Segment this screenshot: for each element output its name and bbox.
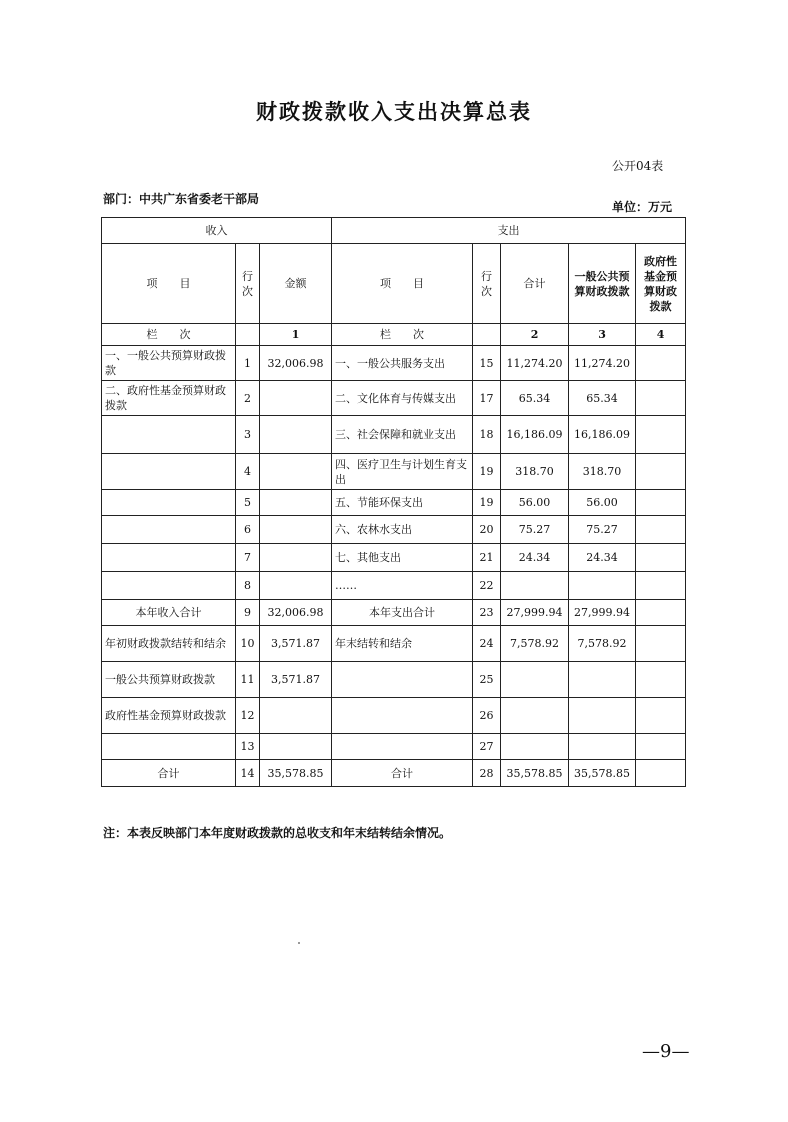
expense-total-cell: 75.27: [501, 516, 569, 544]
expense-general-cell: [569, 572, 636, 600]
expense-rowno-cell: 21: [473, 544, 501, 572]
page-title: 财政拨款收入支出决算总表: [256, 99, 532, 124]
income-rowno-cell: 10: [236, 626, 260, 662]
income-rowno-cell: 2: [236, 381, 260, 416]
header-row-columns: [102, 244, 686, 324]
expense-rowno-blank: [473, 324, 501, 346]
expense-rowno-cell: 19: [473, 490, 501, 516]
table-row: [102, 600, 686, 626]
table-row: [102, 662, 686, 698]
expense-rowno-cell: 26: [473, 698, 501, 734]
income-item-cell: [102, 516, 236, 544]
table-row: [102, 490, 686, 516]
income-rowno-cell: 14: [236, 760, 260, 787]
expense-total-cell: 11,274.20: [501, 346, 569, 381]
expense-fund-cell: [636, 381, 686, 416]
income-rowno-cell: 3: [236, 416, 260, 454]
income-rowno-header: 行次: [236, 244, 260, 324]
income-item-cell: 一、一般公共预算财政拨款: [102, 346, 236, 381]
expense-item-cell: 一、一般公共服务支出: [332, 346, 473, 381]
gov-fund-header: 政府性基金预算财政拨款: [636, 244, 686, 324]
expense-rowno-cell: 19: [473, 454, 501, 490]
expense-item-cell: 七、其他支出: [332, 544, 473, 572]
expense-rowno-header: 行次: [473, 244, 501, 324]
expense-total-cell: [501, 662, 569, 698]
income-item-cell: [102, 544, 236, 572]
page-number: —9—: [642, 1041, 690, 1062]
income-rowno-cell: 11: [236, 662, 260, 698]
expense-total-cell: 318.70: [501, 454, 569, 490]
table-row: [102, 416, 686, 454]
income-amount-cell: [260, 544, 332, 572]
income-rowno-cell: 4: [236, 454, 260, 490]
expense-general-cell: 11,274.20: [569, 346, 636, 381]
income-amount-cell: 32,006.98: [260, 600, 332, 626]
expense-total-cell: [501, 698, 569, 734]
income-rowno-cell: 6: [236, 516, 260, 544]
income-rowno-cell: 13: [236, 734, 260, 760]
expense-item-cell: [332, 698, 473, 734]
expense-fund-cell: [636, 516, 686, 544]
expense-rowno-cell: 17: [473, 381, 501, 416]
expense-item-cell: [332, 734, 473, 760]
table-row: [102, 734, 686, 760]
income-rowno-cell: 8: [236, 572, 260, 600]
expense-total-header: 合计: [501, 244, 569, 324]
column-index-row: [102, 324, 686, 346]
income-item-cell: [102, 734, 236, 760]
expense-col-label: 栏 次: [332, 324, 473, 346]
expense-item-cell: ……: [332, 572, 473, 600]
expense-total-cell: [501, 572, 569, 600]
expense-general-cell: 318.70: [569, 454, 636, 490]
table-row: [102, 626, 686, 662]
expense-fund-cell: [636, 454, 686, 490]
table-row: [102, 381, 686, 416]
income-item-cell: 本年收入合计: [102, 600, 236, 626]
income-amount-cell: 3,571.87: [260, 662, 332, 698]
expense-general-cell: [569, 734, 636, 760]
scan-speck: [298, 942, 300, 944]
income-item-cell: 二、政府性基金预算财政拨款: [102, 381, 236, 416]
expense-general-cell: 7,578.92: [569, 626, 636, 662]
col-3-label: 3: [569, 324, 636, 346]
income-amount-cell: 32,006.98: [260, 346, 332, 381]
income-amount-cell: [260, 572, 332, 600]
expense-item-cell: 合计: [332, 760, 473, 787]
table-row: [102, 346, 686, 381]
expense-general-cell: 75.27: [569, 516, 636, 544]
expense-general-cell: 16,186.09: [569, 416, 636, 454]
expense-fund-cell: [636, 346, 686, 381]
expense-fund-cell: [636, 734, 686, 760]
expense-rowno-cell: 18: [473, 416, 501, 454]
expense-header: 支出: [332, 218, 686, 244]
expense-rowno-cell: 24: [473, 626, 501, 662]
expense-general-cell: [569, 698, 636, 734]
footnote: 注：本表反映部门本年度财政拨款的总收支和年末结转结余情况。: [103, 826, 452, 840]
income-item-cell: 年初财政拨款结转和结余: [102, 626, 236, 662]
expense-fund-cell: [636, 760, 686, 787]
income-item-header: 项 目: [102, 244, 236, 324]
expense-fund-cell: [636, 544, 686, 572]
income-item-cell: [102, 490, 236, 516]
expense-total-cell: 7,578.92: [501, 626, 569, 662]
table-number: 公开04表: [612, 159, 664, 173]
income-rowno-cell: 5: [236, 490, 260, 516]
expense-total-cell: 27,999.94: [501, 600, 569, 626]
expense-item-cell: 六、农林水支出: [332, 516, 473, 544]
expense-general-cell: 35,578.85: [569, 760, 636, 787]
expense-fund-cell: [636, 490, 686, 516]
income-rowno-cell: 1: [236, 346, 260, 381]
department-label: 部门：中共广东省委老干部局: [103, 192, 260, 206]
income-amount-cell: [260, 516, 332, 544]
general-budget-header: 一般公共预算财政拨款: [569, 244, 636, 324]
income-rowno-cell: 12: [236, 698, 260, 734]
unit-label: 单位：万元: [612, 200, 673, 214]
income-amount-cell: [260, 490, 332, 516]
expense-item-cell: [332, 662, 473, 698]
expense-item-cell: 年末结转和结余: [332, 626, 473, 662]
expense-total-cell: 65.34: [501, 381, 569, 416]
header-row-group: [102, 218, 686, 244]
expense-rowno-cell: 22: [473, 572, 501, 600]
expense-item-cell: 四、医疗卫生与计划生育支出: [332, 454, 473, 490]
expense-fund-cell: [636, 662, 686, 698]
col-1-label: 1: [260, 324, 332, 346]
expense-general-cell: 56.00: [569, 490, 636, 516]
income-amount-cell: [260, 416, 332, 454]
expense-fund-cell: [636, 698, 686, 734]
expense-item-cell: 二、文化体育与传媒支出: [332, 381, 473, 416]
col-2-label: 2: [501, 324, 569, 346]
income-item-cell: [102, 454, 236, 490]
table-row: [102, 698, 686, 734]
expense-rowno-cell: 20: [473, 516, 501, 544]
income-amount-cell: [260, 734, 332, 760]
income-rowno-blank: [236, 324, 260, 346]
income-item-cell: 一般公共预算财政拨款: [102, 662, 236, 698]
income-item-cell: [102, 416, 236, 454]
expense-item-cell: 五、节能环保支出: [332, 490, 473, 516]
expense-rowno-cell: 28: [473, 760, 501, 787]
expense-general-cell: 27,999.94: [569, 600, 636, 626]
expense-total-cell: 24.34: [501, 544, 569, 572]
expense-total-cell: [501, 734, 569, 760]
expense-total-cell: 16,186.09: [501, 416, 569, 454]
expense-fund-cell: [636, 626, 686, 662]
income-rowno-cell: 9: [236, 600, 260, 626]
income-amount-cell: [260, 381, 332, 416]
expense-fund-cell: [636, 416, 686, 454]
income-rowno-cell: 7: [236, 544, 260, 572]
table-row: [102, 544, 686, 572]
expense-total-cell: 56.00: [501, 490, 569, 516]
table-row: [102, 454, 686, 490]
expense-rowno-cell: 23: [473, 600, 501, 626]
income-amount-cell: 35,578.85: [260, 760, 332, 787]
expense-rowno-cell: 25: [473, 662, 501, 698]
table-row: [102, 760, 686, 787]
expense-fund-cell: [636, 600, 686, 626]
income-col-label: 栏 次: [102, 324, 236, 346]
income-item-cell: 合计: [102, 760, 236, 787]
table-row: [102, 516, 686, 544]
income-amount-cell: 3,571.87: [260, 626, 332, 662]
expense-rowno-cell: 27: [473, 734, 501, 760]
income-item-cell: 政府性基金预算财政拨款: [102, 698, 236, 734]
expense-item-cell: 三、社会保障和就业支出: [332, 416, 473, 454]
expense-rowno-cell: 15: [473, 346, 501, 381]
income-item-cell: [102, 572, 236, 600]
col-4-label: 4: [636, 324, 686, 346]
income-amount-header: 金额: [260, 244, 332, 324]
expense-general-cell: 65.34: [569, 381, 636, 416]
expense-general-cell: 24.34: [569, 544, 636, 572]
table-row: [102, 572, 686, 600]
expense-item-cell: 本年支出合计: [332, 600, 473, 626]
income-amount-cell: [260, 698, 332, 734]
income-header: 收入: [102, 218, 332, 244]
expense-general-cell: [569, 662, 636, 698]
expense-fund-cell: [636, 572, 686, 600]
expense-total-cell: 35,578.85: [501, 760, 569, 787]
expense-item-header: 项 目: [332, 244, 473, 324]
income-amount-cell: [260, 454, 332, 490]
budget-table: [101, 217, 686, 787]
